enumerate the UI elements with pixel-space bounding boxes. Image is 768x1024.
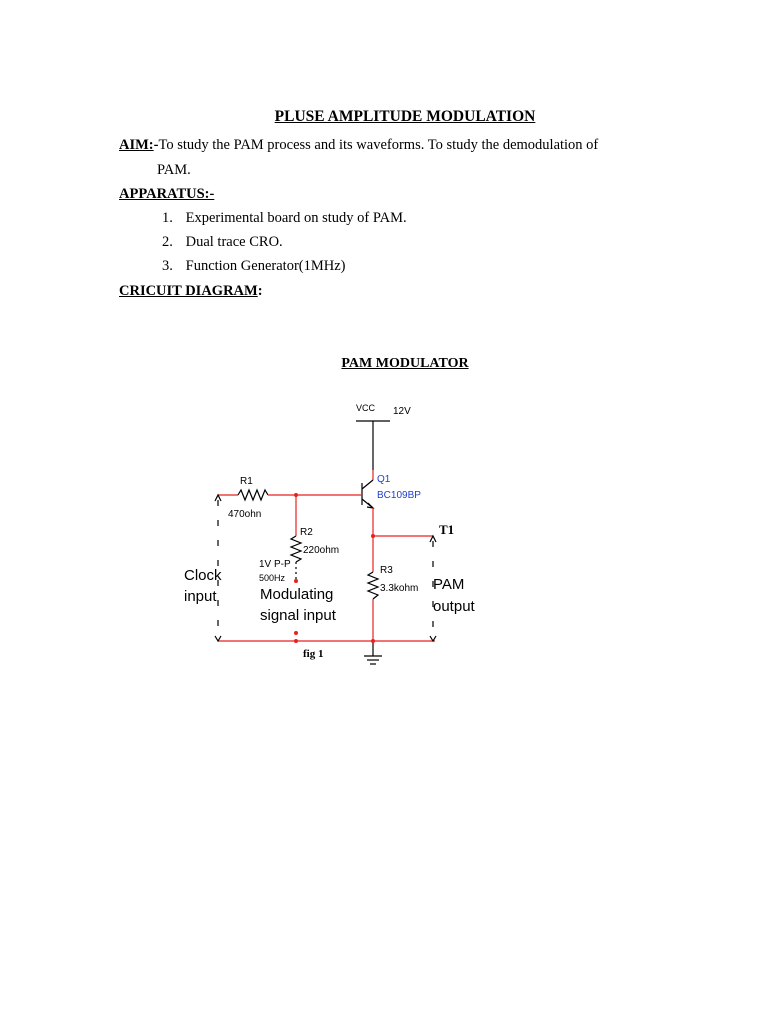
node-dot: [294, 631, 298, 635]
circuit-colon: :: [257, 283, 263, 299]
modulating-frequency: 500Hz: [259, 573, 286, 583]
node-dot: [371, 639, 375, 643]
r1-label: R1: [240, 476, 253, 487]
r3-resistor: [368, 572, 378, 599]
r1-resistor: [238, 490, 268, 500]
q1-part-number: BC109BP: [377, 490, 421, 501]
q1-collector: [362, 480, 373, 489]
r2-value: 220ohm: [303, 545, 340, 556]
list-number: 2.: [162, 234, 173, 250]
q1-label: Q1: [377, 474, 391, 485]
r3-value: 3.3kohm: [380, 583, 419, 594]
aim-text: To study the PAM process and its waveforms. To study the demodulation of: [158, 137, 599, 153]
r3-label: R3: [380, 565, 393, 576]
document-title: PLUSE AMPLITUDE MODULATION: [274, 108, 536, 125]
circuit-label: CRICUIT DIAGRAM: [119, 283, 258, 299]
figure-title: PAM MODULATOR: [341, 356, 469, 371]
pam-arrow-down: [430, 636, 436, 641]
aim-separator: -: [153, 137, 159, 153]
pam-output-label-1: PAM: [433, 576, 465, 593]
node-dot: [294, 579, 298, 583]
aim-label: AIM:: [119, 137, 154, 153]
vcc-label: VCC: [356, 403, 376, 413]
list-number: 1.: [162, 210, 173, 226]
r1-value: 470ohn: [228, 509, 262, 520]
modulating-label-2: signal input: [260, 607, 336, 624]
r2-resistor: [291, 536, 301, 562]
list-number: 3.: [162, 258, 173, 274]
modulating-amplitude: 1V P-P: [259, 559, 291, 570]
list-text: Function Generator(1MHz): [185, 258, 346, 274]
vcc-value: 12V: [393, 406, 411, 417]
figure-caption: fig 1: [303, 648, 324, 660]
pam-output-label-2: output: [433, 598, 475, 615]
modulating-label-1: Modulating: [260, 586, 334, 603]
r2-label: R2: [300, 527, 313, 538]
clock-input-label-2: input: [184, 588, 217, 605]
apparatus-label: APPARATUS:-: [119, 186, 215, 202]
list-text: Experimental board on study of PAM.: [185, 210, 407, 226]
node-dot: [294, 493, 298, 497]
t1-label: T1: [439, 522, 455, 537]
aim-text-continued: PAM.: [157, 162, 191, 178]
list-text: Dual trace CRO.: [185, 234, 283, 250]
clock-input-label-1: Clock: [184, 567, 222, 584]
clock-arrow-down: [215, 636, 221, 641]
node-dot: [294, 639, 298, 643]
node-dot: [371, 534, 375, 538]
